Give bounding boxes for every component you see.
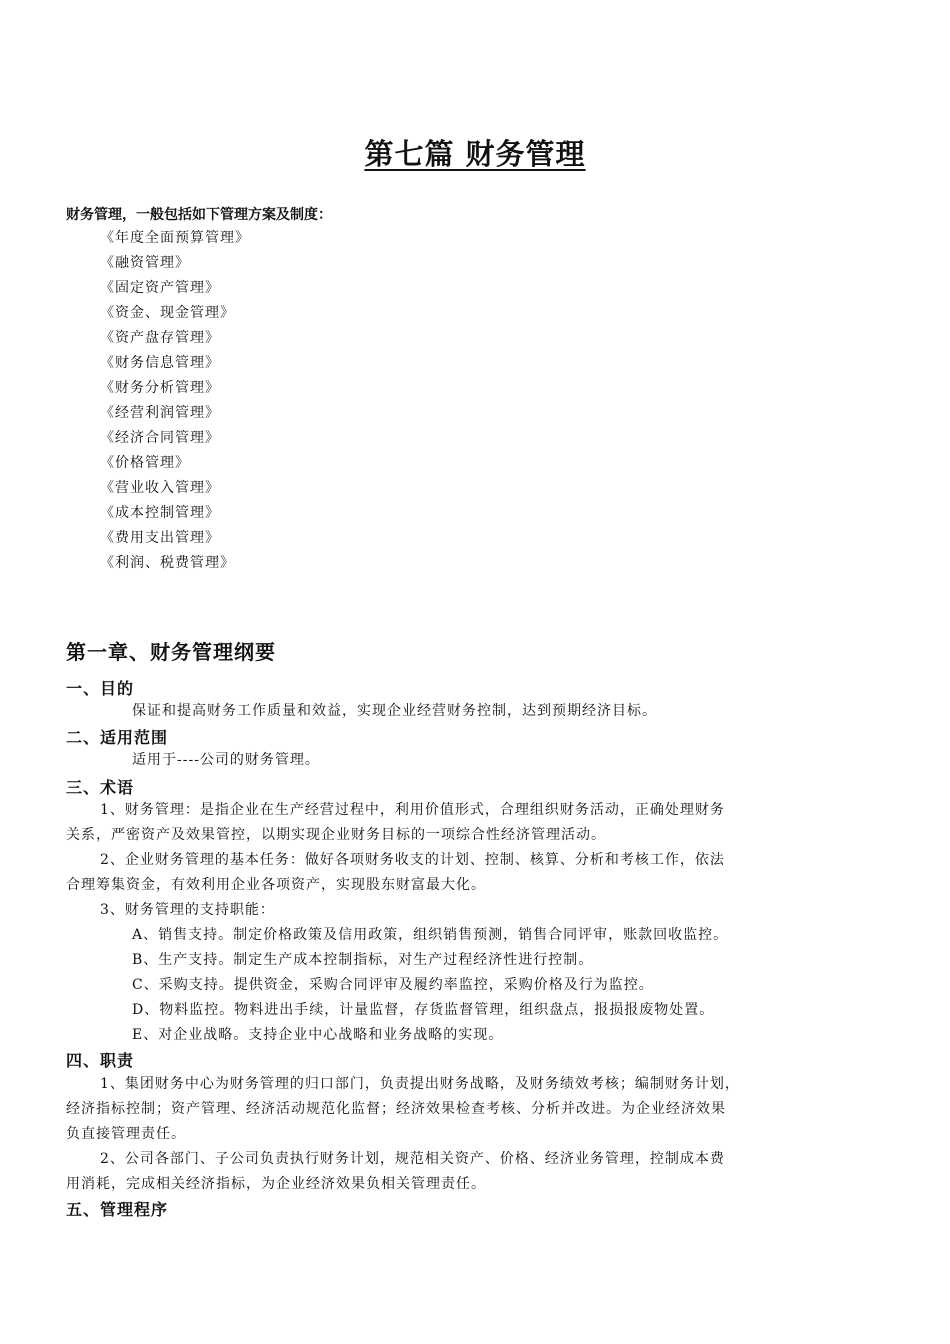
list-item: 《资产盘存管理》	[100, 330, 220, 346]
duties-paragraph-2-line-1: 2、公司各部门、子公司负责执行财务计划，规范相关资产、价格、经济业务管理，控制成本费	[100, 1151, 725, 1167]
intro-text: 财务管理，一般包括如下管理方案及制度：	[66, 207, 332, 223]
section-heading-duties: 四、职责	[66, 1051, 135, 1070]
purpose-text: 保证和提高财务工作质量和效益，实现企业经营财务控制，达到预期经济目标。	[132, 703, 657, 719]
list-item: 《财务信息管理》	[100, 355, 220, 371]
list-item: 《融资管理》	[100, 255, 190, 271]
terms-paragraph-1-line-1: 1、财务管理：是指企业在生产经营过程中，利用价值形式，合理组织财务活动，正确处理财务	[100, 802, 725, 818]
duties-paragraph-1-line-2: 经济指标控制；资产管理、经济活动规范化监督；经济效果检查考核、分析并改进。为企业经济效果	[66, 1101, 726, 1117]
list-item: 《营业收入管理》	[100, 480, 220, 496]
duties-paragraph-1-line-3: 负直接管理责任。	[66, 1126, 186, 1142]
duties-paragraph-1-line-1: 1、集团财务中心为财务管理的归口部门，负责提出财务战略，及财务绩效考核；编制财务计划，	[100, 1076, 740, 1092]
policy-list	[100, 228, 250, 578]
terms-paragraph-2-line-1: 2、企业财务管理的基本任务：做好各项财务收支的计划、控制、核算、分析和考核工作，依法	[100, 852, 725, 868]
scope-text: 适用于----公司的财务管理。	[132, 752, 320, 768]
list-item: 《固定资产管理》	[100, 280, 220, 296]
support-item-b: B、生产支持。制定生产成本控制指标，对生产过程经济性进行控制。	[132, 952, 594, 968]
section-heading-procedure: 五、管理程序	[66, 1200, 169, 1219]
list-item: 《利润、税费管理》	[100, 555, 235, 571]
chapter-heading: 第一章、财务管理纲要	[66, 640, 276, 664]
list-item: 《资金、现金管理》	[100, 305, 235, 321]
support-item-a: A、销售支持。制定价格政策及信用政策，组织销售预测，销售合同评审，账款回收监控。	[132, 927, 729, 943]
list-item: 《财务分析管理》	[100, 380, 220, 396]
terms-paragraph-3: 3、财务管理的支持职能：	[100, 902, 275, 918]
section-heading-scope: 二、适用范围	[66, 728, 169, 747]
list-item: 《经济合同管理》	[100, 430, 220, 446]
section-heading-terms: 三、术语	[66, 778, 135, 797]
section-heading-purpose: 一、目的	[66, 679, 135, 698]
support-item-e: E、对企业战略。支持企业中心战略和业务战略的实现。	[132, 1027, 504, 1043]
terms-paragraph-2-line-2: 合理筹集资金，有效利用企业各项资产，实现股东财富最大化。	[66, 877, 486, 893]
support-item-d: D、物料监控。物料进出手续，计量监督，存货监督管理，组织盘点，报损报废物处置。	[132, 1002, 715, 1018]
list-item: 《年度全面预算管理》	[100, 230, 250, 246]
duties-paragraph-2-line-2: 用消耗，完成相关经济指标，为企业经济效果负相关管理责任。	[66, 1176, 486, 1192]
support-item-c: C、采购支持。提供资金，采购合同评审及履约率监控，采购价格及行为监控。	[132, 977, 654, 993]
page-title	[0, 132, 950, 173]
terms-paragraph-1-line-2: 关系，严密资产及效果管控，以期实现企业财务目标的一项综合性经济管理活动。	[66, 827, 606, 843]
list-item: 《成本控制管理》	[100, 505, 220, 521]
page-title-text: 第七篇 财务管理	[364, 137, 586, 171]
list-item: 《费用支出管理》	[100, 530, 220, 546]
list-item: 《经营利润管理》	[100, 405, 220, 421]
list-item: 《价格管理》	[100, 455, 190, 471]
